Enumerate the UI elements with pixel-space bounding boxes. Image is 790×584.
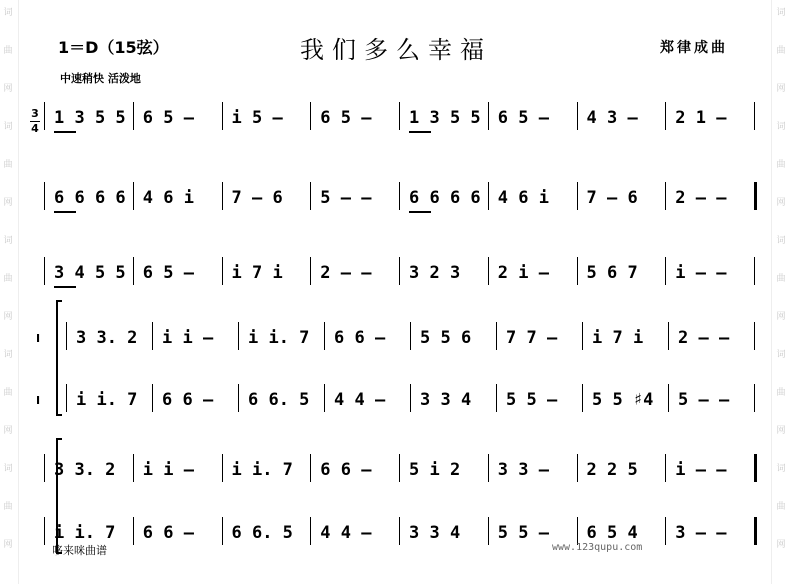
barline bbox=[496, 384, 497, 412]
barline bbox=[410, 322, 411, 350]
measure-notes: 7 7 – bbox=[506, 328, 558, 348]
barline bbox=[665, 182, 666, 210]
watermark-char: 网 bbox=[776, 540, 786, 550]
score-row bbox=[0, 515, 790, 555]
measure-notes: 6 6 – bbox=[162, 390, 214, 410]
watermark-char: 词 bbox=[3, 8, 13, 18]
measure-notes: i i – bbox=[162, 328, 214, 348]
barline bbox=[133, 102, 134, 130]
barline bbox=[399, 182, 400, 210]
barline bbox=[222, 102, 223, 130]
measure-notes: 7 – 6 bbox=[231, 188, 283, 208]
measure-notes: i 7 i bbox=[592, 328, 644, 348]
watermark-char: 网 bbox=[3, 540, 13, 550]
watermark-char: 网 bbox=[3, 84, 13, 94]
measure-notes: 4 6 i bbox=[497, 188, 549, 208]
footer-url: www.123qupu.com bbox=[552, 542, 643, 553]
watermark-char: 网 bbox=[3, 312, 13, 322]
barline bbox=[665, 517, 666, 545]
score-row bbox=[0, 100, 790, 140]
watermark-char: 词 bbox=[3, 236, 13, 246]
barline bbox=[222, 182, 223, 210]
barline bbox=[754, 257, 755, 285]
barline bbox=[582, 384, 583, 412]
barline bbox=[310, 454, 311, 482]
measure-notes: i i. 7 bbox=[54, 523, 116, 543]
measure-notes: 1 3 5 5 bbox=[54, 108, 126, 128]
barline bbox=[222, 517, 223, 545]
beam-underline bbox=[409, 131, 431, 133]
measure-notes: 3 3. 2 bbox=[76, 328, 138, 348]
watermark-char: 曲 bbox=[3, 274, 13, 284]
barline bbox=[238, 384, 239, 412]
watermark-char: 曲 bbox=[3, 46, 13, 56]
barline bbox=[310, 257, 311, 285]
measure-notes: 3 – – bbox=[675, 523, 727, 543]
measure-notes: i 7 i bbox=[231, 263, 283, 283]
beam-underline bbox=[54, 131, 76, 133]
barline bbox=[577, 517, 578, 545]
watermark-char: 曲 bbox=[776, 46, 786, 56]
measure-notes: 6 6. 5 bbox=[231, 523, 293, 543]
measure-notes: i i – bbox=[142, 460, 194, 480]
watermark-char: 词 bbox=[776, 350, 786, 360]
tempo-marking: 中速稍快 活泼地 bbox=[60, 72, 141, 85]
measure-notes: 5 i 2 bbox=[409, 460, 461, 480]
measure-notes: 6 6 6 6 bbox=[54, 188, 126, 208]
barline bbox=[754, 384, 755, 412]
measure-notes: 6 5 – bbox=[142, 263, 194, 283]
barline bbox=[577, 182, 578, 210]
measure-notes: 2 – – bbox=[678, 328, 730, 348]
beam-underline bbox=[409, 211, 431, 213]
score-row bbox=[0, 320, 790, 360]
watermark-char: 曲 bbox=[3, 160, 13, 170]
barline bbox=[324, 384, 325, 412]
measure-notes: 2 i – bbox=[497, 263, 549, 283]
measure-notes: 3 4 5 5 bbox=[54, 263, 126, 283]
barline bbox=[133, 257, 134, 285]
barline bbox=[577, 102, 578, 130]
measure-notes: 7 – 6 bbox=[586, 188, 638, 208]
barline bbox=[222, 257, 223, 285]
measure-notes: 6 6 – bbox=[334, 328, 386, 348]
measure-notes: i i. 7 bbox=[248, 328, 310, 348]
watermark-char: 网 bbox=[776, 198, 786, 208]
barline bbox=[577, 257, 578, 285]
watermark-char: 词 bbox=[776, 122, 786, 132]
watermark-char: 网 bbox=[3, 426, 13, 436]
barline bbox=[66, 322, 67, 350]
barline bbox=[754, 454, 757, 482]
row-part-label: I bbox=[36, 332, 41, 345]
measure-notes: 5 5 – bbox=[497, 523, 549, 543]
measure-notes: 3 3. 2 bbox=[54, 460, 116, 480]
measure-notes: 5 – – bbox=[320, 188, 372, 208]
barline bbox=[44, 182, 45, 210]
row-part-label: I bbox=[36, 394, 41, 407]
beam-underline bbox=[54, 211, 76, 213]
measure-notes: 2 – – bbox=[675, 188, 727, 208]
barline bbox=[754, 102, 755, 130]
barline bbox=[582, 322, 583, 350]
composer: 郑律成曲 bbox=[660, 40, 728, 56]
measure-notes: 2 2 5 bbox=[586, 460, 638, 480]
barline bbox=[399, 102, 400, 130]
measure-notes: 3 3 4 bbox=[409, 523, 461, 543]
measure-notes: 4 4 – bbox=[320, 523, 372, 543]
barline bbox=[410, 384, 411, 412]
measure-notes: i 5 – bbox=[231, 108, 283, 128]
measure-notes: 6 5 4 bbox=[586, 523, 638, 543]
measure-notes: 6 6 – bbox=[320, 460, 372, 480]
watermark-char: 词 bbox=[3, 122, 13, 132]
song-title: 我们多么幸福 bbox=[300, 36, 492, 64]
barline bbox=[668, 322, 669, 350]
barline bbox=[754, 322, 755, 350]
barline bbox=[668, 384, 669, 412]
barline bbox=[310, 517, 311, 545]
measure-notes: 5 – – bbox=[678, 390, 730, 410]
key-signature: 1＝D（15弦） bbox=[58, 38, 169, 57]
measure-notes: 4 6 i bbox=[142, 188, 194, 208]
measure-notes: 6 5 – bbox=[320, 108, 372, 128]
score-row bbox=[0, 452, 790, 492]
barline bbox=[399, 517, 400, 545]
measure-notes: i – – bbox=[675, 263, 727, 283]
barline bbox=[665, 257, 666, 285]
watermark-char: 网 bbox=[776, 312, 786, 322]
time-signature-bottom: 4 bbox=[31, 122, 39, 135]
watermark-char: 网 bbox=[776, 426, 786, 436]
barline bbox=[66, 384, 67, 412]
score-row bbox=[0, 382, 790, 422]
measure-notes: 2 1 – bbox=[675, 108, 727, 128]
watermark-char: 曲 bbox=[3, 388, 13, 398]
watermark-char: 曲 bbox=[3, 502, 13, 512]
barline bbox=[133, 517, 134, 545]
barline bbox=[133, 454, 134, 482]
barline bbox=[488, 102, 489, 130]
measure-notes: 4 3 – bbox=[586, 108, 638, 128]
measure-notes: 6 5 – bbox=[142, 108, 194, 128]
measure-notes: 5 5 6 bbox=[420, 328, 472, 348]
measure-notes: 5 5 – bbox=[506, 390, 558, 410]
barline bbox=[665, 102, 666, 130]
watermark-char: 词 bbox=[776, 464, 786, 474]
barline bbox=[488, 182, 489, 210]
score-row bbox=[0, 180, 790, 220]
measure-notes: 4 4 – bbox=[334, 390, 386, 410]
watermark-char: 网 bbox=[776, 84, 786, 94]
barline bbox=[238, 322, 239, 350]
barline bbox=[310, 102, 311, 130]
barline bbox=[399, 257, 400, 285]
watermark-char: 曲 bbox=[776, 502, 786, 512]
watermark-char: 词 bbox=[776, 236, 786, 246]
measure-notes: 5 5 ♯4 bbox=[592, 390, 654, 410]
barline bbox=[44, 257, 45, 285]
watermark-char: 曲 bbox=[776, 388, 786, 398]
barline bbox=[222, 454, 223, 482]
measure-notes: 3 2 3 bbox=[409, 263, 461, 283]
barline bbox=[152, 322, 153, 350]
barline bbox=[488, 257, 489, 285]
barline bbox=[665, 454, 666, 482]
watermark-char: 词 bbox=[776, 8, 786, 18]
barline bbox=[754, 182, 757, 210]
barline bbox=[577, 454, 578, 482]
barline bbox=[44, 454, 45, 482]
measure-notes: i – – bbox=[675, 460, 727, 480]
barline bbox=[496, 322, 497, 350]
time-signature-top: 3 bbox=[31, 107, 39, 120]
barline bbox=[754, 517, 757, 545]
barline bbox=[488, 454, 489, 482]
measure-notes: 5 6 7 bbox=[586, 263, 638, 283]
measure-notes: i i. 7 bbox=[76, 390, 138, 410]
footer-source: 哆来咪曲谱 bbox=[52, 544, 107, 557]
beam-underline bbox=[54, 286, 76, 288]
measure-notes: 6 5 – bbox=[497, 108, 549, 128]
measure-notes: 6 6 – bbox=[142, 523, 194, 543]
barline bbox=[133, 182, 134, 210]
watermark-char: 网 bbox=[3, 198, 13, 208]
watermark-char: 曲 bbox=[776, 160, 786, 170]
barline bbox=[399, 454, 400, 482]
measure-notes: 3 3 – bbox=[497, 460, 549, 480]
barline bbox=[324, 322, 325, 350]
measure-notes: 2 – – bbox=[320, 263, 372, 283]
watermark-char: 词 bbox=[3, 464, 13, 474]
barline bbox=[44, 517, 45, 545]
measure-notes: 3 3 4 bbox=[420, 390, 472, 410]
measure-notes: 1 3 5 5 bbox=[409, 108, 481, 128]
measure-notes: 6 6. 5 bbox=[248, 390, 310, 410]
score-row bbox=[0, 255, 790, 295]
barline bbox=[44, 102, 45, 130]
watermark-char: 词 bbox=[3, 350, 13, 360]
barline bbox=[310, 182, 311, 210]
barline bbox=[152, 384, 153, 412]
measure-notes: i i. 7 bbox=[231, 460, 293, 480]
barline bbox=[488, 517, 489, 545]
measure-notes: 6 6 6 6 bbox=[409, 188, 481, 208]
watermark-char: 曲 bbox=[776, 274, 786, 284]
